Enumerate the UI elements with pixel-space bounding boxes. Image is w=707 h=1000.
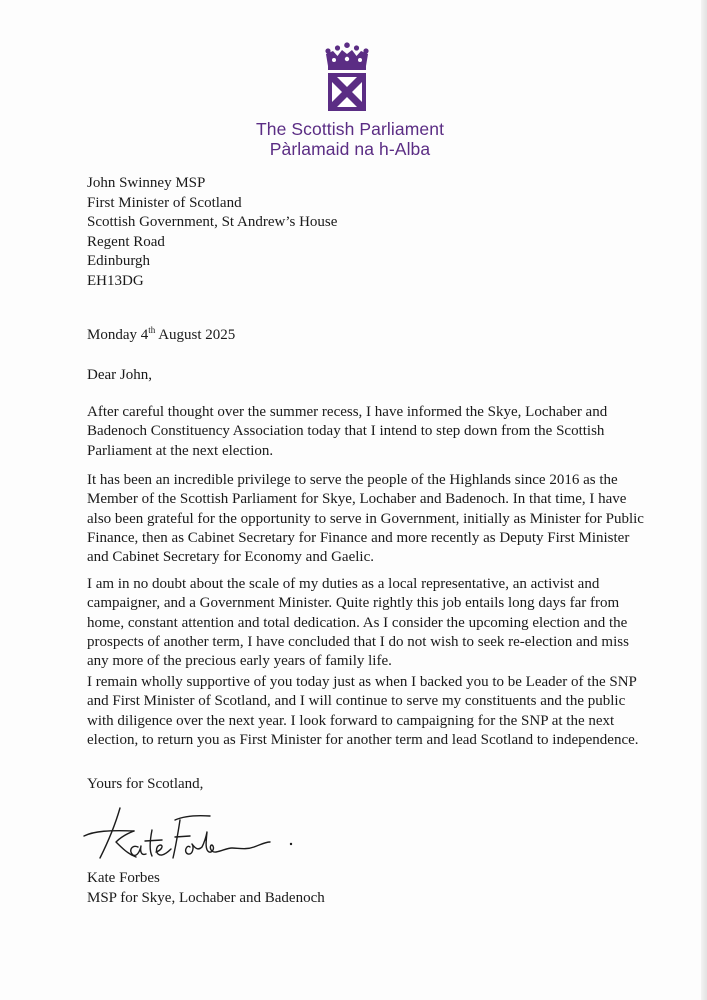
paragraph-line: and Cabinet Secretary for Economy and Gaelic. [87, 549, 374, 566]
paragraph-line: and First Minister of Scotland, and I will continue to serve my constituents and the public [87, 693, 626, 710]
signer-title: MSP for Skye, Lochaber and Badenoch [87, 889, 325, 906]
paragraph-line: with diligence over the next year. I look forward to campaigning for the SNP at the next [87, 712, 615, 729]
signer-name: Kate Forbes [87, 870, 160, 886]
paragraph-line: home, constant attention and total dedication. As I consider the upcoming election and the [87, 614, 628, 631]
parliament-name-gaelic: Pàrlamaid na h-Alba [269, 139, 431, 159]
paragraph-line: Parliament at the next election. [87, 442, 274, 459]
address-line: Edinburgh [87, 253, 151, 269]
closing-line: Yours for Scotland, [87, 776, 204, 792]
paragraph-line: any more of the precious early years of family life. [87, 653, 392, 670]
paragraph-line: Member of the Scottish Parliament for Skye, Lochaber and Badenoch. In that time, I have [87, 491, 627, 508]
body-paragraph-3 [87, 575, 627, 671]
body-paragraph-4 [87, 673, 639, 750]
date-prefix: Monday 4 [87, 327, 149, 343]
body-paragraph-2 [87, 471, 644, 567]
address-line: EH13DG [87, 272, 144, 289]
signer-block [87, 869, 325, 908]
paragraph-line: I remain wholly supportive of you today just as when I backed you to be Leader of the SNP [87, 674, 637, 690]
paragraph-line: Badenoch Constituency Association today that I intend to step down from the Scottish [87, 423, 605, 440]
paragraph-line: campaigner, and a Government Minister. Quite rightly this job entails long days far from [87, 595, 620, 612]
letter-date [87, 326, 235, 345]
address-line: First Minister of Scotland [87, 194, 242, 211]
date-ordinal-suffix: th [148, 325, 156, 335]
paragraph-line: also been grateful for the opportunity to serve in Government, initially as Minister for Public [87, 510, 644, 527]
address-line: Scottish Government, St Andrew’s House [87, 214, 338, 230]
recipient-address [87, 174, 337, 291]
page-edge-shadow [701, 0, 707, 1000]
body-paragraph-1 [87, 403, 627, 461]
paragraph-line: Finance, then as Cabinet Secretary for Finance and more recently as Deputy First Minister [87, 529, 630, 546]
paragraph-line: prospects of another term, I have concluded that I do not wish to seek re-election and miss [87, 633, 629, 650]
address-line: Regent Road [87, 233, 165, 250]
scottish-parliament-crest-icon [323, 42, 371, 114]
parliament-name-english: The Scottish Parliament [255, 119, 445, 139]
handwritten-signature [76, 800, 306, 866]
paragraph-line: I am in no doubt about the scale of my duties as a local representative, an activist and [87, 576, 600, 592]
paragraph-line: After careful thought over the summer recess, I have informed the Skye, Lochaber and [87, 404, 608, 420]
salutation: Dear John, [87, 367, 152, 383]
address-line: John Swinney MSP [87, 175, 206, 191]
paragraph-line: election, to return you as First Minister for another term and lead Scotland to independence. [87, 731, 639, 748]
date-rest: August 2025 [155, 327, 236, 343]
paragraph-line: It has been an incredible privilege to serve the people of the Highlands since 2016 as the [87, 472, 618, 488]
